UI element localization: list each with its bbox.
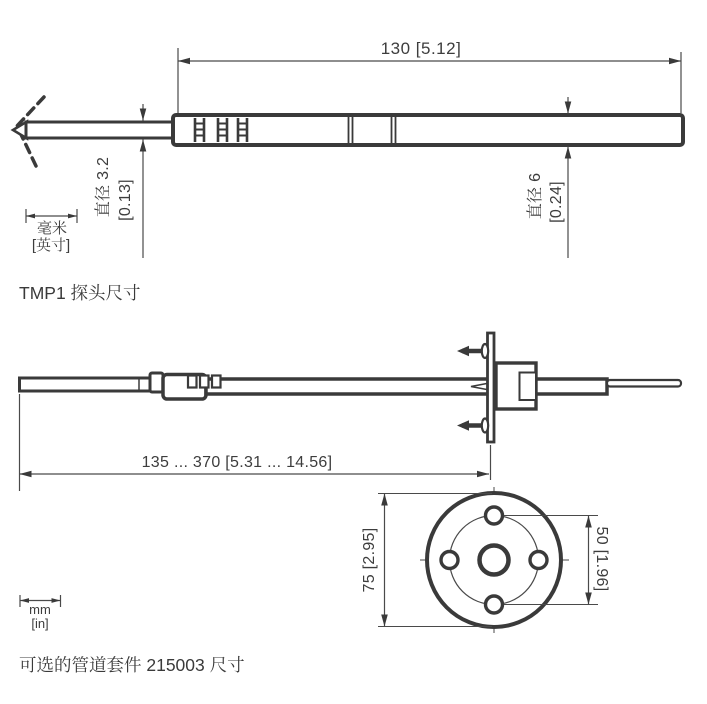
duct-kit-drawing [19,333,681,675]
duct-kit-drawing-caption: 可选的管道套件 215003 尺寸 [19,655,245,675]
dim-body-diameter-imperial: [0.24] [548,181,565,223]
units-legend-top [26,209,77,254]
dim-body-length-label: 130 [5.12] [380,39,462,58]
mounting-flange-front-view [420,487,569,633]
flange-screw-bottom [457,419,488,433]
dim-insertion-length [20,394,491,491]
connector-clamp-ribs [188,376,221,388]
units-legend-bottom [20,595,61,631]
units-legend-bottom-imperial: [in] [31,616,49,631]
units-legend-top-metric: 毫米 [36,220,68,237]
duct-kit-probe-side-view [20,373,682,399]
dim-probe-diameter-imperial: [0.13] [117,179,134,221]
probe-body [173,115,683,145]
dim-insertion-length-label: 135 ... 370 [5.31 ... 14.56] [141,454,333,471]
tmp1-drawing-caption: TMP1 探头尺寸 [19,283,141,303]
flange-center-hole [480,546,509,575]
probe-tip-protrusion [607,380,681,387]
dim-flange-outer-diameter-label: 75 [2.95] [361,527,378,593]
dim-bolt-circle-diameter-label: 50 [1.96] [593,526,610,592]
units-legend-bottom-metric: mm [29,602,51,617]
dim-body-length [178,39,681,113]
probe-sensor-tube [13,122,173,139]
flange-screw-top [457,344,488,358]
dim-body-diameter-metric: 直径 6 [527,172,544,220]
units-legend-top-imperial: [英寸] [31,237,71,254]
dim-probe-diameter-metric: 直径 3.2 [95,156,112,218]
tmp1-probe-drawing [13,39,683,303]
